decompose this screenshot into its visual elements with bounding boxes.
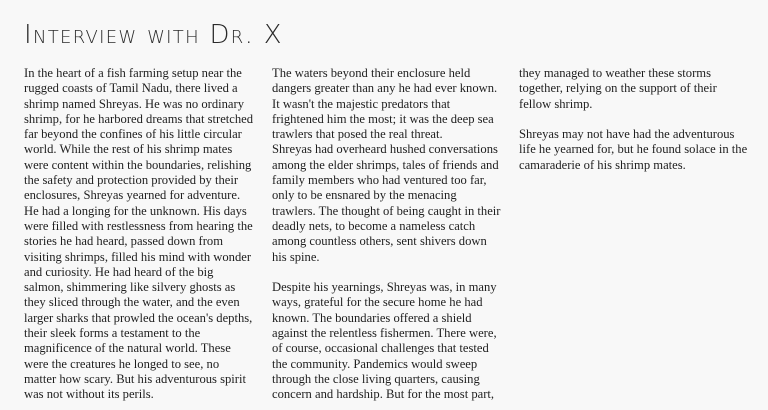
paragraph: Shreyas may not have had the adventurous life he yearned for, but he found solace in the camaraderie of his shrimp mates. [519, 127, 748, 172]
paragraph: Despite his yearnings, Shreyas was, in many ways, grateful for the secure home he had known. The boundaries offered a shield against the relentless fishermen. There were, of course, occasional challenges that tested the community. Pandemics would sweep through the close living quarters, causing concern and hardship. But for the most part, [272, 280, 497, 402]
paragraph: The waters beyond their enclosure held dangers greater than any he had ever known. It wasn't the majestic predators that frightened him the most; it was the deep sea trawlers that posed the real threat. Shreyas had overheard hushed conversations among the elder shrimps, tales of friends and family members who had ventured too far, only to be ensnared by the menacing trawlers. The thought of being caught in their deadly nets, to become a nameless catch among countless others, sent shivers down his spine. [272, 66, 501, 264]
paragraph: In the heart of a fish farming setup near the rugged coasts of Tamil Nadu, there lived a shrimp named Shreyas. He was no ordinary shrimp, for he harbored dreams that stretched far beyond the confines of his little circular world. While the rest of his shrimp mates were content within the boundaries, relishing the safety and protection provided by their enclosures, Shreyas yearned for adventure. He had a longing for the unknown. His days were filled with restlessness from hearing the stories he had heard, passed down from visiting shrimps, filled his mind with wonder and curiosity. He had heard of the big salmon, shimmering like silvery ghosts as they sliced through the water, and the even larger sharks that prowled the ocean's depths, their sleek forms a testament to the magnificence of the natural world. These were the creatures he longed to see, no matter how scary. But his adventurous spirit was not without its perils. [24, 66, 254, 402]
paragraph: they managed to weather these storms together, relying on the support of their fellow shrimp. [519, 66, 717, 111]
page-title: Interview with Dr. X [24, 20, 283, 50]
text-column-3 [519, 66, 753, 173]
text-column-1 [24, 66, 258, 403]
text-column-2 [272, 66, 506, 403]
